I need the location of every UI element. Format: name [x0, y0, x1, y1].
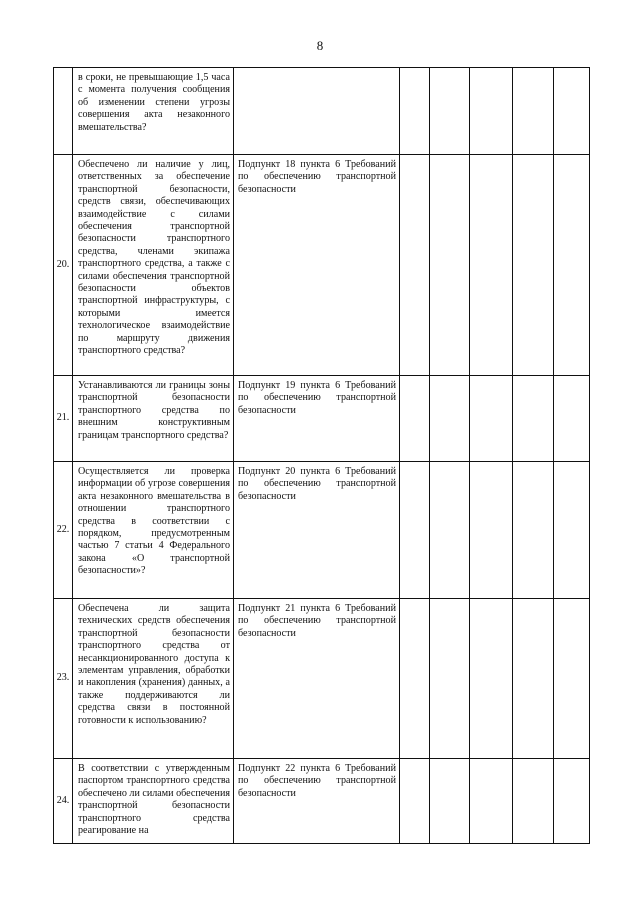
- answer-cell: [513, 68, 554, 155]
- answer-yes-cell: [400, 462, 430, 599]
- answer-na-cell: [470, 462, 513, 599]
- checklist-table: [53, 67, 590, 844]
- row-number: [54, 68, 73, 155]
- answer-no-cell: [430, 155, 470, 376]
- answer-no-cell: [430, 376, 470, 462]
- reference-cell: Подпункт 20 пункта 6 Требований по обеспечению транспортной безопасности: [234, 462, 400, 599]
- note-cell: [554, 599, 590, 759]
- row-number: 22.: [54, 462, 73, 599]
- reference-cell: Подпункт 22 пункта 6 Требований по обеспечению транспортной безопасности: [234, 759, 400, 844]
- answer-no-cell: [430, 759, 470, 844]
- answer-na-cell: [470, 759, 513, 844]
- note-cell: [554, 376, 590, 462]
- answer-yes-cell: [400, 68, 430, 155]
- answer-no-cell: [430, 462, 470, 599]
- question-cell: Обеспечено ли наличие у лиц, ответственных за обеспечение транспортной безопасности, средств связи, обеспечивающих взаимодействие с силами обеспечения транспортной безопасности транспортного средства, членами экипажа транспортного средства, а также с силами обеспечения транспортной безопасности объектов транспортной инфраструктуры, с которыми имеется технологическое взаимодействие по маршруту движения транспортного средства?: [73, 155, 234, 376]
- row-number: 21.: [54, 376, 73, 462]
- question-cell: Обеспечена ли защита технических средств обеспечения транспортной безопасности транспортного средства от несанкционированного доступа к элементам управления, обработки и накопления (хранения) данных, а также поддерживаются ли средства связи в постоянной готовности к использованию?: [73, 599, 234, 759]
- reference-cell: [234, 68, 400, 155]
- reference-cell: Подпункт 18 пункта 6 Требований по обеспечению транспортной безопасности: [234, 155, 400, 376]
- answer-no-cell: [430, 599, 470, 759]
- question-cell: Устанавливаются ли границы зоны транспортной безопасности транспортного средства по внешним конструктивным границам транспортного средства?: [73, 376, 234, 462]
- question-cell: В соответствии с утвержденным паспортом транспортного средства обеспечено ли силами обеспечения транспортной безопасности транспортного средства реагирование на: [73, 759, 234, 844]
- answer-cell: [513, 376, 554, 462]
- page-number: 8: [316, 38, 324, 53]
- answer-cell: [513, 599, 554, 759]
- note-cell: [554, 155, 590, 376]
- answer-cell: [513, 155, 554, 376]
- table-row: [54, 155, 590, 376]
- table-row: [54, 759, 590, 844]
- table-row: [54, 462, 590, 599]
- row-number: 20.: [54, 155, 73, 376]
- answer-yes-cell: [400, 376, 430, 462]
- answer-cell: [513, 462, 554, 599]
- row-number: 23.: [54, 599, 73, 759]
- answer-na-cell: [470, 599, 513, 759]
- question-cell: Осуществляется ли проверка информации об угрозе совершения акта незаконного вмешательства в отношении транспортного средства в соответствии с порядком, предусмотренным частью 7 статьи 4 Федерального закона «О транспортной безопасности»?: [73, 462, 234, 599]
- answer-na-cell: [470, 155, 513, 376]
- table-row: [54, 68, 590, 155]
- answer-yes-cell: [400, 599, 430, 759]
- reference-cell: Подпункт 19 пункта 6 Требований по обеспечению транспортной безопасности: [234, 376, 400, 462]
- answer-yes-cell: [400, 759, 430, 844]
- answer-na-cell: [470, 376, 513, 462]
- question-cell: в сроки, не превышающие 1,5 часа с момента получения сообщения об изменении степени угрозы совершения акта незаконного вмешательства?: [73, 68, 234, 155]
- answer-no-cell: [430, 68, 470, 155]
- row-number: 24.: [54, 759, 73, 844]
- table-row: [54, 376, 590, 462]
- table-row: [54, 599, 590, 759]
- note-cell: [554, 68, 590, 155]
- answer-cell: [513, 759, 554, 844]
- reference-cell: Подпункт 21 пункта 6 Требований по обеспечению транспортной безопасности: [234, 599, 400, 759]
- answer-yes-cell: [400, 155, 430, 376]
- note-cell: [554, 462, 590, 599]
- note-cell: [554, 759, 590, 844]
- answer-na-cell: [470, 68, 513, 155]
